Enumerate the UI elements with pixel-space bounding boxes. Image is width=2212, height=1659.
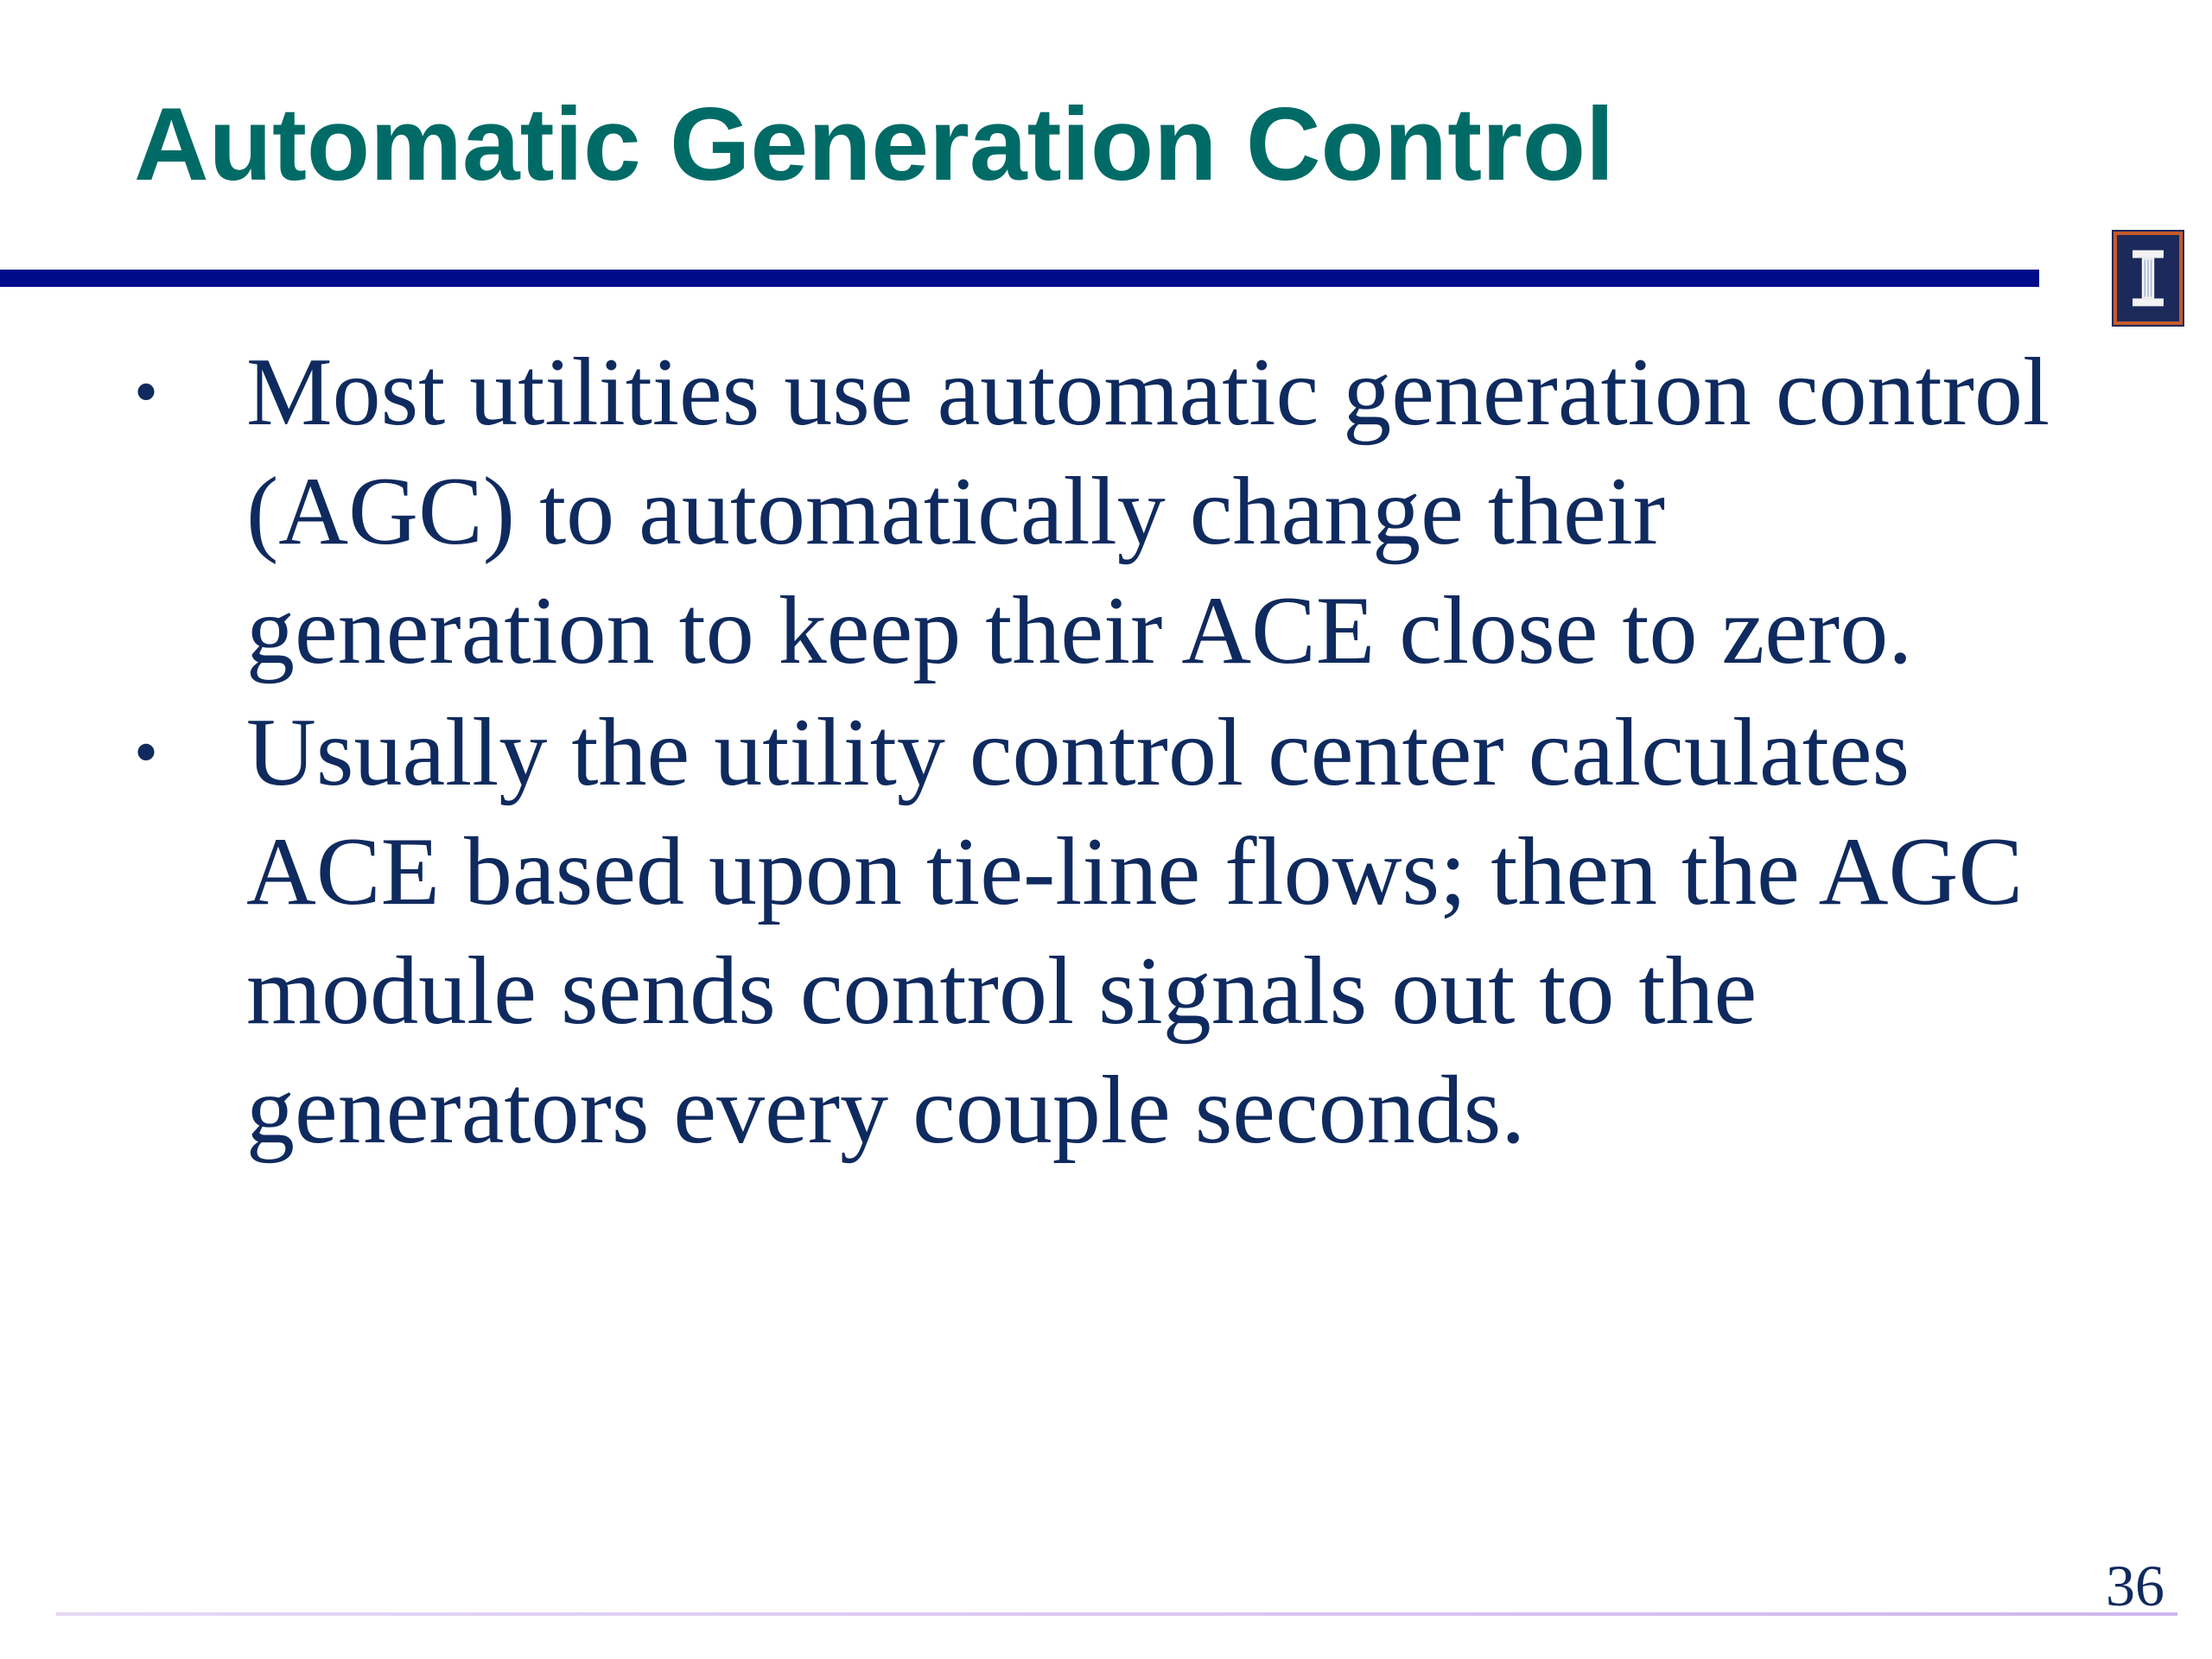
bullet-list (134, 333, 2069, 1173)
footer-divider (56, 1612, 2177, 1616)
page-number: 36 (2106, 1553, 2164, 1618)
bullet-item (134, 693, 2069, 1170)
bullet-dot: • (134, 715, 159, 791)
bullet-item (134, 333, 2069, 690)
university-block-i-logo-icon (2113, 232, 2183, 325)
bullet-text: Most utilities use automatic generation control (AGC) to automatically change their generation to keep their ACE close to zero. (246, 339, 2050, 684)
bullet-dot: • (134, 354, 159, 430)
slide-title: Automatic Generation Control (134, 86, 1615, 202)
title-divider (0, 270, 2039, 287)
bullet-text: Usually the utility control center calculates ACE based upon tie-line flows; then the AGC module sends control signals out to the generators every couple seconds. (246, 699, 2024, 1164)
